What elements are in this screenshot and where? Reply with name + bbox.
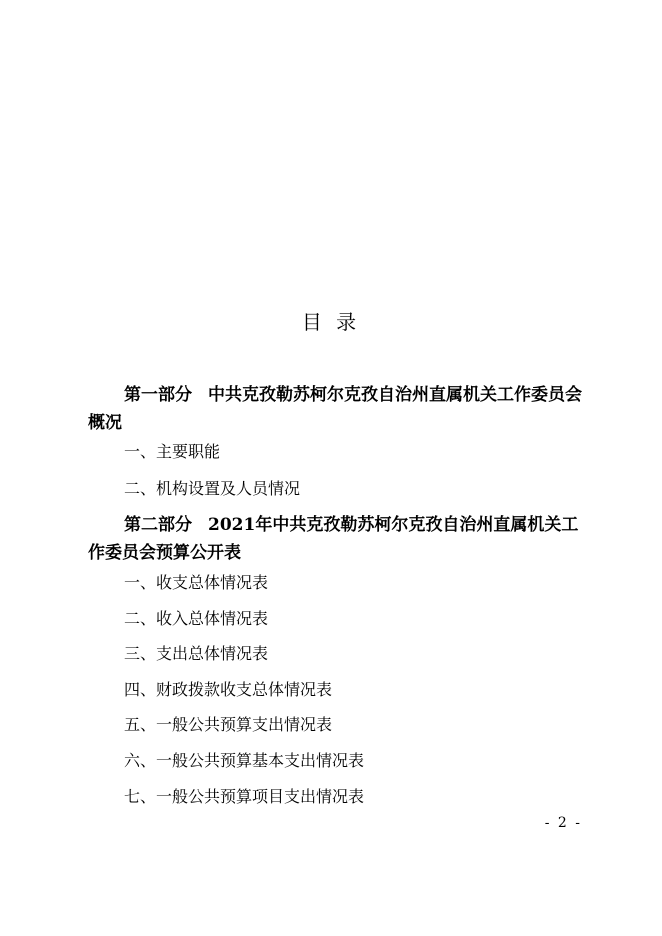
toc-item: 三、支出总体情况表 — [124, 644, 269, 663]
toc-title: 目 录 — [301, 310, 361, 334]
page-number: - 2 - — [544, 815, 582, 831]
part-2-title: 2021年中共克孜勒苏柯尔克孜自治州直属机关工作委员会预算公开表 — [88, 515, 579, 563]
toc-item: 六、一般公共预算基本支出情况表 — [124, 751, 365, 770]
part-2-heading — [88, 511, 588, 567]
part-2-label: 第二部分 — [124, 515, 192, 535]
toc-item: 一、收支总体情况表 — [124, 573, 269, 592]
toc-item: 一、主要职能 — [124, 442, 221, 461]
toc-item: 五、一般公共预算支出情况表 — [124, 715, 333, 734]
toc-item: 七、一般公共预算项目支出情况表 — [124, 787, 365, 806]
part-1-title: 中共克孜勒苏柯尔克孜自治州直属机关工作委员会概况 — [88, 385, 582, 433]
part-1-label: 第一部分 — [124, 385, 192, 405]
part-1-heading — [88, 381, 588, 437]
toc-item: 二、收入总体情况表 — [124, 609, 269, 628]
toc-item: 二、机构设置及人员情况 — [124, 479, 301, 498]
toc-item: 四、财政拨款收支总体情况表 — [124, 680, 333, 699]
